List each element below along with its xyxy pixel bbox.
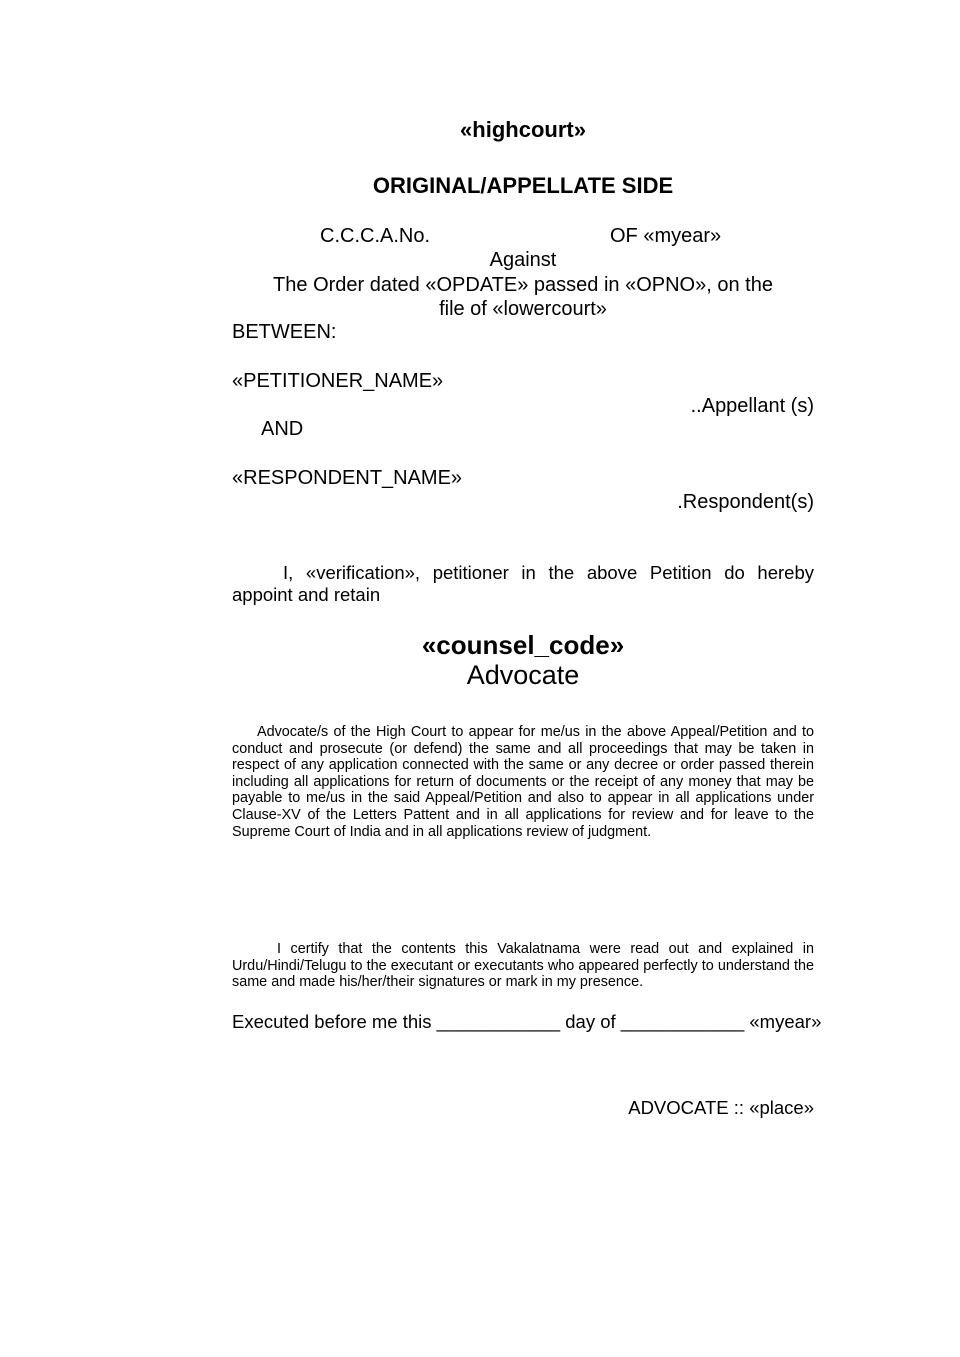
authority-paragraph: Advocate/s of the High Court to appear for me/us in the above Appeal/Petition and to conduct and prosecute (or defend) the same and all proceedings that may be taken in respect of any application connected with the same or any decree or order passed therein including all applications for return of documents or the receipt of any money that may be payable to me/us in the said Appeal/Petition and also to appear in all applications under Clause-XV of the Letters Pattent and in all applications for review and for leave to the Supreme Court of India and in all applications review of judgment. bbox=[232, 724, 814, 840]
petitioner-name: «PETITIONER_NAME» bbox=[232, 370, 444, 392]
order-line-2: file of «lowercourt» bbox=[439, 298, 607, 320]
order-line-1: The Order dated «OPDATE» passed in «OPNO», on the bbox=[273, 274, 773, 296]
case-year-label: OF «myear» bbox=[610, 225, 722, 247]
case-number-label: C.C.C.A.No. bbox=[320, 225, 431, 247]
appointment-text: I, «verification», petitioner in the above Petition do hereby appoint and retain bbox=[232, 562, 814, 605]
respondent-name: «RESPONDENT_NAME» bbox=[232, 467, 463, 489]
counsel-code: «counsel_code» bbox=[421, 630, 625, 660]
high-court-title: «highcourt» bbox=[460, 117, 586, 142]
execution-line: Executed before me this ____________ day of ____________ «myear» bbox=[232, 1011, 822, 1032]
advocate-title: Advocate bbox=[466, 660, 580, 690]
side-heading: ORIGINAL/APPELLATE SIDE bbox=[372, 173, 674, 198]
certification-paragraph: I certify that the contents this Vakalatnama were read out and explained in Urdu/Hindi/Telugu to the executant or executants who appeared perfectly to understand the same and made his/her/their signatures or mark in my presence. bbox=[232, 941, 814, 991]
appellant-label: ..Appellant (s) bbox=[690, 395, 814, 417]
against-label: Against bbox=[489, 249, 557, 271]
respondent-label: .Respondent(s) bbox=[677, 491, 814, 513]
advocate-signature-label: ADVOCATE :: «place» bbox=[628, 1097, 814, 1118]
and-label: AND bbox=[261, 418, 304, 440]
between-label: BETWEEN: bbox=[232, 321, 337, 343]
